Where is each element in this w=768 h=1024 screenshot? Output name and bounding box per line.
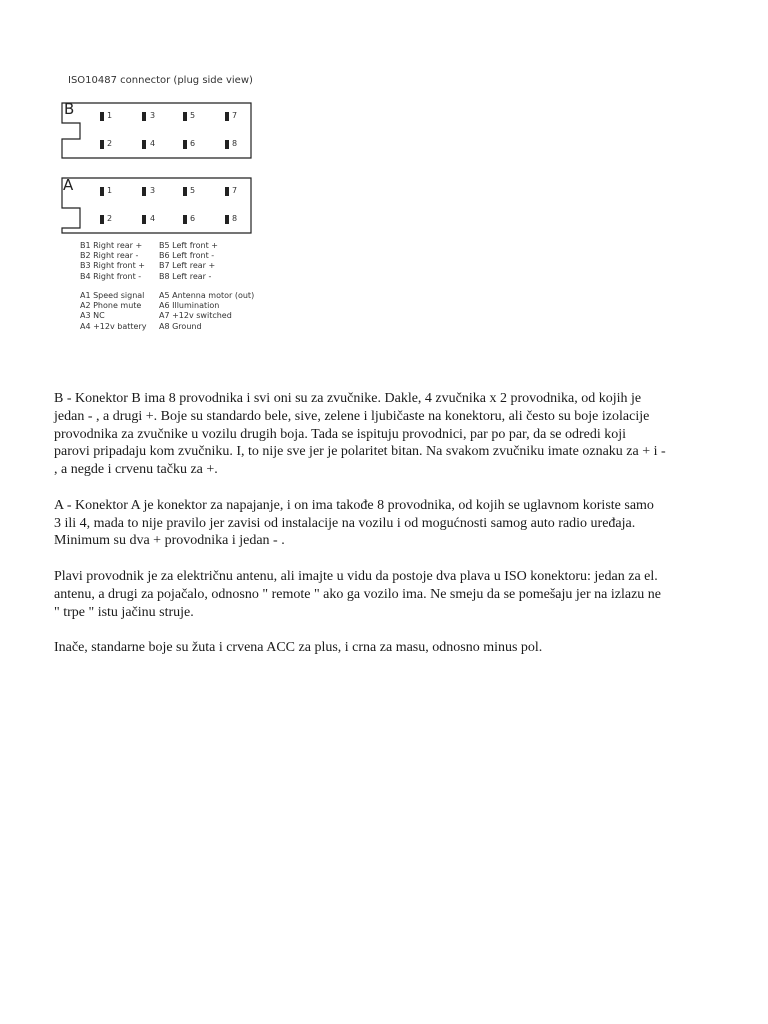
pin-slot-a3 (142, 187, 146, 196)
pin-slot-b1 (100, 112, 104, 121)
legend-item: B1 Right rear + (80, 241, 143, 250)
pin-label-b3: 3 (150, 111, 156, 120)
legend-item: B7 Left rear + (159, 261, 216, 271)
paragraph-standard-colors (54, 639, 726, 657)
connector-a-letter: A (63, 176, 74, 194)
legend-item: A1 Speed signal (80, 291, 145, 300)
connector-b-letter: B (64, 100, 75, 118)
pin-label-a6: 6 (190, 214, 196, 223)
pin-label-a5: 5 (190, 186, 196, 195)
pin-slot-b2 (100, 140, 104, 149)
text-line: , a negde i crvenu tačku za +. (54, 462, 218, 478)
legend-item: A8 Ground (159, 321, 202, 331)
legend-item: B2 Right rear - (80, 251, 139, 261)
legend-a-left (80, 291, 146, 332)
legend-b-right (159, 241, 218, 282)
connector-a-outline (62, 178, 251, 233)
legend-a-right (159, 291, 254, 332)
pin-slot-b8 (225, 140, 229, 149)
pin-label-a1: 1 (107, 186, 113, 195)
legend-item: A4 +12v battery (80, 321, 147, 331)
pin-label-a3: 3 (150, 186, 156, 195)
pin-slot-b4 (142, 140, 146, 149)
pin-slot-a8 (225, 215, 229, 224)
connector-diagram (0, 0, 320, 340)
pin-label-b6: 6 (190, 139, 196, 148)
pin-label-b8: 8 (232, 139, 238, 148)
text-line: Plavi provodnik je za električnu antenu, ali imajte u vidu da postoje dva plava u ISO konektoru: jedan za el. (54, 568, 658, 584)
pin-label-a2: 2 (107, 214, 113, 223)
text-line: B - Konektor B ima 8 provodnika i svi oni su za zvučnike. Dakle, 4 zvučnika x 2 provodnika, od kojih je (54, 391, 642, 406)
pin-slot-b5 (183, 112, 187, 121)
pin-slot-a1 (100, 187, 104, 196)
text-line: " trpe " istu jačinu struje. (54, 604, 194, 620)
document-body (54, 390, 726, 675)
pin-slot-b6 (183, 140, 187, 149)
legend-b-left (80, 241, 145, 282)
legend-item: A7 +12v switched (159, 311, 232, 321)
legend-item: B5 Left front + (159, 241, 218, 250)
pin-label-a4: 4 (150, 214, 156, 223)
text-line: A - Konektor A je konektor za napajanje, i on ima takođe 8 provodnika, od kojih se uglavnom koriste samo (54, 497, 654, 513)
pin-label-b5: 5 (190, 111, 196, 120)
text-line: jedan - , a drugi +. Boje su standardo bele, sive, zelene i ljubičaste na konektoru, ali često su boje izolacije (54, 408, 650, 424)
pin-label-b4: 4 (150, 139, 156, 148)
legend-item: A5 Antenna motor (out) (159, 291, 255, 300)
legend-item: A2 Phone mute (80, 301, 142, 311)
pin-slot-a5 (183, 187, 187, 196)
text-line: parovi pripadaju kom zvučniku. I, to nije sve jer je polaritet bitan. Na svakom zvučniku imate oznaku za + i - (54, 444, 666, 460)
pin-slot-a6 (183, 215, 187, 224)
text-line: Inače, standarne boje su žuta i crvena ACC za plus, i crna za masu, odnosno minus pol. (54, 640, 543, 656)
legend-item: B3 Right front + (80, 261, 146, 271)
legend-item: B8 Left rear - (159, 271, 212, 281)
legend-item: B6 Left front - (159, 251, 215, 261)
pin-label-b7: 7 (232, 111, 238, 120)
connector-b-outline (62, 103, 251, 158)
pin-slot-b7 (225, 112, 229, 121)
pin-label-b2: 2 (107, 139, 113, 148)
legend-item: A3 NC (80, 311, 105, 321)
pin-slot-b3 (142, 112, 146, 121)
text-line: 3 ili 4, mada to nije pravilo jer zavisi od instalacije na vozilu i od mogućnosti samog auto radio uređaja. (54, 515, 636, 531)
text-line: Minimum su dva + provodnika i jedan - . (54, 533, 285, 549)
paragraph-b-connector (54, 390, 726, 479)
legend-item: B4 Right front - (80, 271, 142, 281)
pin-label-a8: 8 (232, 214, 238, 223)
connector-pins (100, 112, 229, 224)
paragraph-a-connector (54, 497, 726, 550)
pin-slot-a2 (100, 215, 104, 224)
figure-title: ISO10487 connector (plug side view) (68, 75, 253, 86)
paragraph-antenna (54, 568, 726, 621)
pin-slot-a7 (225, 187, 229, 196)
pin-slot-a4 (142, 215, 146, 224)
pin-label-b1: 1 (107, 111, 113, 120)
text-line: antenu, a drugi za pojačalo, odnosno " remote " ako ga vozilo ima. Ne smeju da se pomešaju jer na izlazu ne (54, 586, 662, 602)
legend-item: A6 Illumination (159, 301, 220, 311)
pin-label-a7: 7 (232, 186, 238, 195)
text-line: provodnika za zvučnike u vozilu drugih boja. Tada se ispituju provodnici, par po par, da se odredi koji (54, 426, 627, 442)
iso-connector-figure (0, 0, 320, 340)
